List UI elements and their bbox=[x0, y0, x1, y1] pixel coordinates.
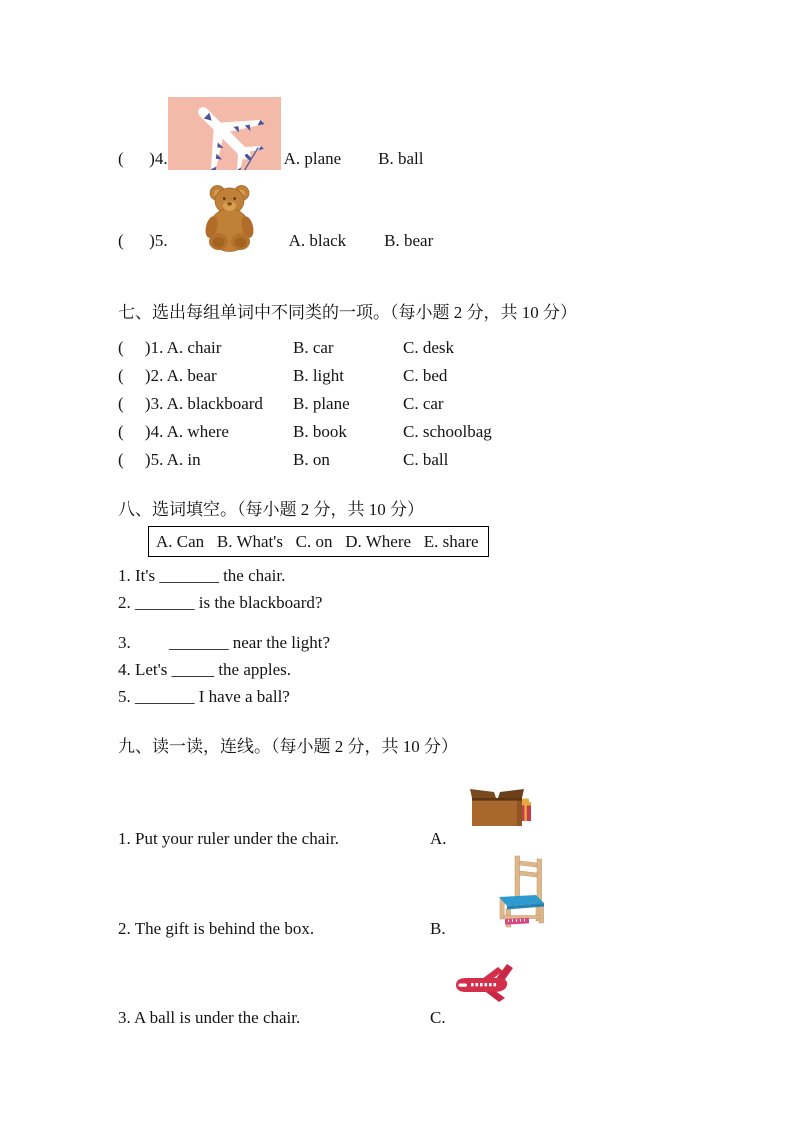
plane-image bbox=[168, 97, 281, 170]
open-box-gift-image bbox=[470, 788, 534, 830]
section-7 bbox=[118, 301, 678, 474]
classify-5-a: ( )5. A. in bbox=[118, 450, 201, 469]
fill-blank-sentence-2: 2. _______ is the blackboard? bbox=[118, 593, 323, 612]
fill-blank-sentence-4: 4. Let's _____ the apples. bbox=[118, 660, 292, 679]
question-4-option-a: A. plane bbox=[283, 149, 342, 168]
question-5-row bbox=[118, 182, 433, 252]
classify-1-a: ( )1. A. chair bbox=[118, 338, 222, 357]
classify-row-1 bbox=[118, 334, 678, 362]
classify-1-b: B. car bbox=[293, 338, 334, 357]
classify-2-c: C. bed bbox=[403, 366, 448, 385]
classify-4-c: C. schoolbag bbox=[403, 422, 492, 441]
classify-4-b: B. book bbox=[293, 422, 347, 441]
classify-3-a: ( )3. A. blackboard bbox=[118, 394, 263, 413]
question-5-number: ( )5. bbox=[118, 231, 168, 250]
section-8 bbox=[118, 498, 678, 710]
classify-row-3 bbox=[118, 390, 678, 418]
classify-2-b: B. light bbox=[293, 366, 345, 385]
classify-5-b: B. on bbox=[293, 450, 330, 469]
classify-2-a: ( )2. A. bear bbox=[118, 366, 217, 385]
match-sentence-3: 3. A ball is under the chair. bbox=[118, 1008, 301, 1027]
section-8-title: 八、选词填空。（每小题 2 分，共 10 分） bbox=[118, 500, 424, 519]
fill-blank-sentence-3: 3. _______ near the light? bbox=[118, 633, 330, 652]
classify-row-4 bbox=[118, 418, 678, 446]
classify-3-b: B. plane bbox=[293, 394, 350, 413]
classify-row-2 bbox=[118, 362, 678, 390]
question-5-option-a: A. black bbox=[288, 231, 347, 250]
classify-3-c: C. car bbox=[403, 394, 444, 413]
match-letter-a: A. bbox=[430, 829, 447, 848]
match-sentence-1: 1. Put your ruler under the chair. bbox=[118, 829, 339, 848]
classify-row-5 bbox=[118, 446, 678, 474]
question-4-row bbox=[118, 97, 424, 170]
fill-blank-sentence-5: 5. _______ I have a ball? bbox=[118, 687, 290, 706]
red-plane-image bbox=[455, 961, 516, 1004]
question-5-option-b: B. bear bbox=[384, 231, 434, 250]
fill-blank-sentence-1: 1. It's _______ the chair. bbox=[118, 566, 286, 585]
question-4-option-b: B. ball bbox=[378, 149, 424, 168]
match-sentence-2: 2. The gift is behind the box. bbox=[118, 919, 315, 938]
chair-ruler-image bbox=[491, 855, 546, 928]
teddy-bear-image bbox=[202, 182, 257, 252]
word-bank-options: A. Can B. What's C. on D. Where E. share bbox=[156, 531, 479, 551]
classify-1-c: C. desk bbox=[403, 338, 454, 357]
classify-4-a: ( )4. A. where bbox=[118, 422, 229, 441]
fill-blank-sentences bbox=[118, 562, 678, 710]
section-9-title: 九、读一读，连线。（每小题 2 分，共 10 分） bbox=[118, 737, 458, 756]
question-4-number: ( )4. bbox=[118, 149, 168, 168]
classify-5-c: C. ball bbox=[403, 450, 449, 469]
section-7-title: 七、选出每组单词中不同类的一项。（每小题 2 分，共 10 分） bbox=[118, 303, 577, 322]
word-bank-box bbox=[148, 526, 489, 557]
match-letter-c: C. bbox=[430, 1008, 446, 1027]
match-letter-b: B. bbox=[430, 919, 446, 938]
